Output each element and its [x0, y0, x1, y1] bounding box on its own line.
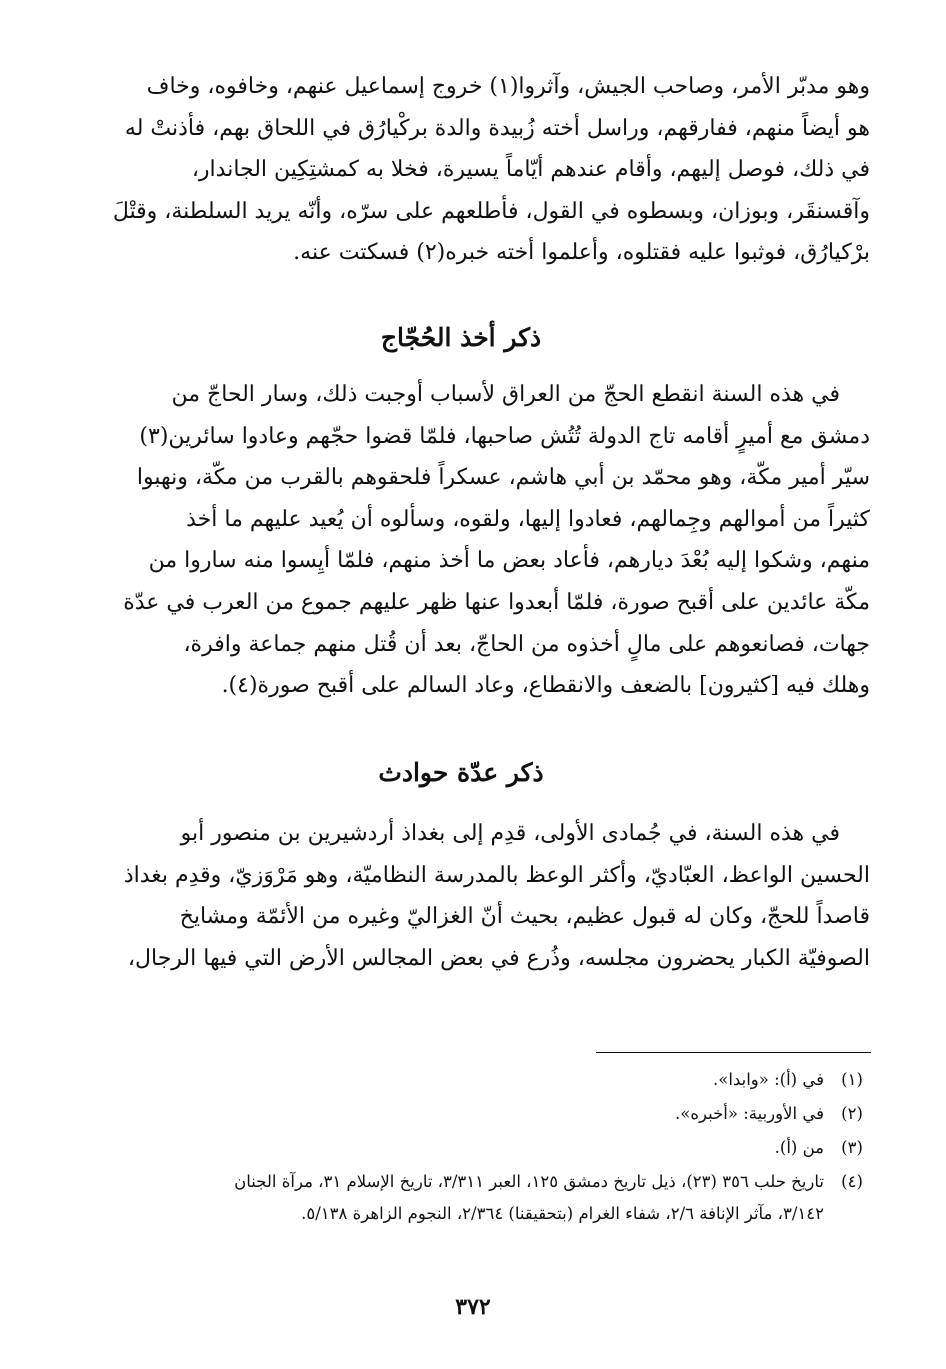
- text-line: وهو مدبّر الأمر، وصاحب الجيش، وآثروا(١) خروج إسماعيل عنهم، وخافوه، وخاف: [146, 74, 870, 99]
- page-number: ٣٧٢: [455, 1294, 491, 1320]
- footnote-separator: [596, 1052, 871, 1053]
- text-line: وآقسنقَر، وبوزان، وبسطوه في القول، فأطلعهم على سرّه، وأنّه يريد السلطنة، وقتْلَ: [112, 198, 870, 224]
- section-heading-events: ذكر عدّة حوادث: [378, 758, 544, 787]
- text-line: منهم، وشكوا إليه بُعْدَ ديارهم، فأعاد بعض ما أخذ منهم، فلمّا أيِسوا منه ساروا من: [148, 548, 870, 574]
- section-heading-pilgrims: ذكر أخذ الحُجّاج: [380, 323, 542, 352]
- footnote-text: من (أ).: [774, 1138, 824, 1157]
- text-line: سيّر أمير مكّة، وهو محمّد بن أبي هاشم، عسكراً فلحقوهم بالقرب من مكّة، ونهبوا: [136, 465, 870, 491]
- text-line: برْكيارُق، فوثبوا عليه فقتلوه، وأعلموا أخته خبره(٢) فسكتت عنه.: [293, 240, 870, 266]
- text-line: مكّة عائدين على أقبح صورة، فلمّا أبعدوا عنها ظهر عليهم جموع من العرب في عدّة: [123, 589, 870, 615]
- paragraph-events: [52, 813, 870, 979]
- text-line: كثيراً من أموالهم وجِمالهم، فعادوا إليها، ولقوه، وسألوه أن يُعيد عليهم ما أخذ: [186, 506, 870, 532]
- footnote-number: (١): [841, 1070, 863, 1089]
- text-line: في هذه السنة انقطع الحجّ من العراق لأسباب أوجبت ذلك، وسار الحاجّ من: [171, 382, 840, 407]
- text-line: هو أيضاً منهم، ففارقهم، وراسل أخته زُبيدة والدة بركْيارُق في اللحاق بهم، فأذنتْ له: [124, 115, 870, 141]
- text-line: الحسين الواعظ، العبّاديّ، وأكثر الوعظ بالمدرسة النظاميّة، وهو مَرْوَزيّ، وقدِم بغداذ: [123, 862, 870, 888]
- footnote-number: (٤): [841, 1172, 863, 1191]
- text-line: الصوفيّة الكبار يحضرون مجلسه، وذُرع في بعض المجالس الأرض التي فيها الرجال،: [127, 945, 870, 971]
- text-line: في هذه السنة، في جُمادى الأولى، قدِم إلى بغداذ أردشيرين بن منصور أبو: [180, 821, 840, 846]
- text-line: وهلك فيه [كثيرون] بالضعف والانقطاع، وعاد السالم على أقبح صورة(٤).: [221, 673, 870, 699]
- footnote-text-continued: ٣/١٤٢، مآثر الإنافة ٢/٦، شفاء الغرام (بتحقيقنا) ٢/٣٦٤، النجوم الزاهرة ٥/١٣٨.: [301, 1204, 824, 1223]
- text-line: في ذلك، فوصل إليهم، وأقام عندهم أيّاماً يسيرة، فخلا به كمشتِكِين الجاندار،: [191, 157, 870, 183]
- text-line: دمشق مع أميرٍ أقامه تاج الدولة تُتُش صاحبها، فلمّا قضوا حجّهم وعادوا سائرين(٣): [139, 423, 870, 449]
- footnote-number: (٣): [841, 1138, 863, 1157]
- text-line: قاصداً للحجّ، وكان له قبول عظيم، بحيث أنّ الغزاليّ وغيره من الأئمّة ومشايخ: [179, 904, 870, 930]
- footnote-text: في الأوربية: «أخبره».: [675, 1104, 824, 1123]
- footnote-text: تاريخ حلب ٣٥٦ (٢٣)، ذيل تاريخ دمشق ١٢٥، العبر ٣/٣١١، تاريخ الإسلام ٣١، مرآة الجنان: [234, 1172, 824, 1191]
- text-line: جهات، فصانعوهم على مالٍ أخذوه من الحاجّ، بعد أن قُتل منهم جماعة وافرة،: [183, 631, 870, 657]
- footnote-number: (٢): [841, 1104, 863, 1123]
- paragraph-pilgrims: [52, 374, 870, 707]
- footnote-text: في (أ): «وابدا».: [713, 1070, 824, 1089]
- paragraph-continuation: [52, 66, 870, 274]
